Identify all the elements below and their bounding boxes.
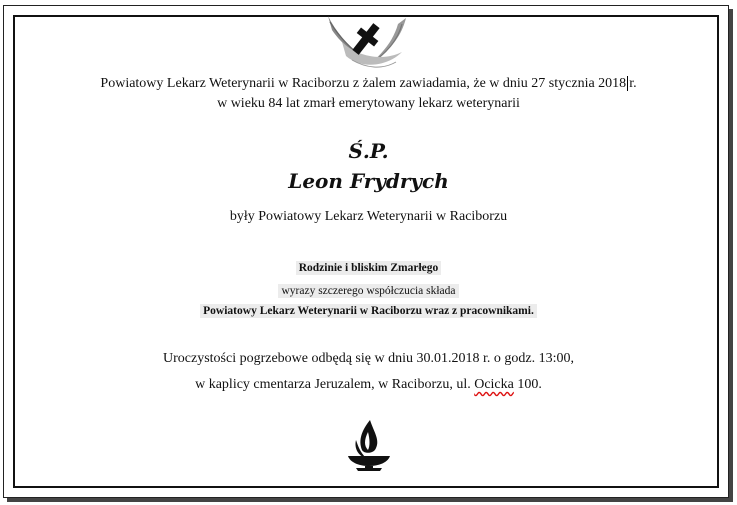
cross-with-wings-icon	[322, 12, 412, 74]
funeral-line-1: Uroczystości pogrzebowe odbędą się w dniu 30.01.2018 r. o godz. 13:00,	[163, 351, 574, 366]
street-name: Ocicka	[474, 377, 514, 392]
condolence-line-1	[0, 262, 737, 274]
funeral-line-2-suffix: 100.	[513, 377, 542, 392]
condolence-line-2	[0, 285, 737, 297]
deceased-role: były Powiatowy Lekarz Weterynarii w Raciborzu	[229, 209, 508, 224]
eternal-flame-icon	[344, 418, 394, 472]
funeral-line-2	[0, 377, 737, 393]
condolence-line-1-text: Rodzinie i bliskim Zmarłego	[296, 261, 442, 275]
condolence-line-3	[0, 305, 737, 317]
intro-line-2: w wieku 84 lat zmarł emerytowany lekarz weterynarii	[217, 96, 520, 111]
condolence-line-2-text: wyrazy szczerego współczucia składa	[278, 284, 458, 298]
condolence-line-3-text: Powiatowy Lekarz Weterynarii w Raciborzu wraz z pracownikami.	[200, 304, 537, 318]
intro-line-1-text: Powiatowy Lekarz Weterynarii w Raciborzu z żalem zawiadamia, że w dniu 27 stycznia 2018	[100, 76, 627, 91]
sp-heading: Ś.P.	[348, 139, 389, 163]
deceased-name: Leon Frydrych	[288, 169, 449, 193]
intro-line-1-suffix: r.	[629, 76, 637, 91]
funeral-line-2-text: w kaplicy cmentarza Jeruzalem, w Raciborzu, ul.	[195, 377, 475, 392]
intro-line-1	[0, 76, 737, 92]
